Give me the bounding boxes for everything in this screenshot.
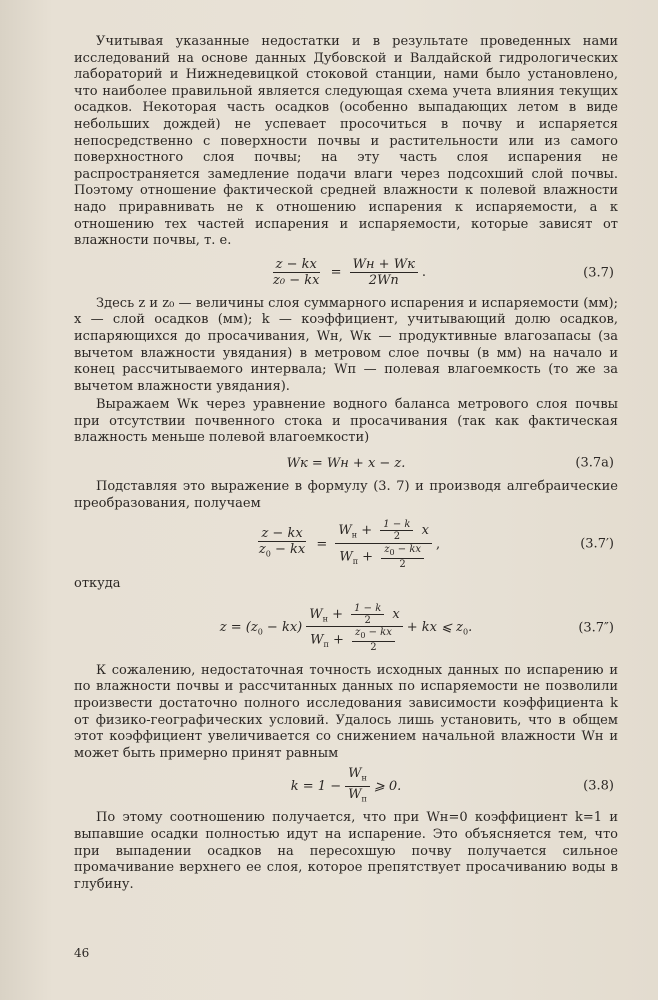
paragraph-1: Учитывая указанные недостатки и в результате проведенных нами исследований на основе данных Дубовской и Валдайской гидрологических лабораторий и Нижнедевицкой стоковой станции, нами было установлено, что наиболее правильной является следующая схема учета влияния текущих осадков. Некоторая часть осадков (особенно выпадающих летом в виде небольших дождей) не успевает просочиться в почву и испаряется непосредственно с поверхности почвы и растительности или из самого поверхностного слоя почвы; на эту часть слоя испарения не распространяется замедление подачи влаги через подсохший слой почвы. Поэтому отношение фактической средней влажности к полевой влажности надо приравнивать не к отношению испарения к испаряемости, а к отношению тех частей испарения и испаряемости, которые зависят от влажности почвы, т. е. [74,34,618,249]
formula-3-8: k = 1 − $\frac{W_н}{W_п}$ ⩾ 0. (3.8) [290,766,614,804]
formula-3-7: $\frac{z - kx}{\text{z₀ − kx}}$ = $\frac{Wн + Wк}{2Wп}$ . (3.7) [273,257,614,289]
formula-number: (3.7′) [580,536,614,552]
formula-3-7a: Wк = Wн + x − z. (3.7а) [286,455,614,471]
paragraph-6: К сожалению, недостаточная точность исходных данных по испарению и по влажности почвы и рассчитанных данных по испаряемости не позволили произвести достаточно полного исследования зависимости коэффициента k от физико-географических условий. Удалось лишь установить, что в общем этот коэффициент увеличивается со снижением начальной влажности Wн и может быть примерно принят равным [74,662,618,761]
paragraph-3: Выражаем Wк через уравнение водного баланса метрового слоя почвы при отсутствии почвенного стока и просачивания (так как фактическая влажность меньше полевой влагоемкости) [74,397,618,446]
formula-number: (3.7а) [575,455,614,471]
paragraph-2: Здесь z и z₀ — величины слоя суммарного испарения и испаряемости (мм); x — слой осадков (мм); k — коэффициент, учитывающий долю осадков, испаряющихся до просачивания, Wн, Wк — продуктивные влагозапасы (за вычетом влажности увядания) в метровом слое почвы (в мм) на начало и конец рассчитываемого интервала; Wп — полевая влагоемкость (то же за вычетом влажности увядания). [74,295,618,394]
page-number: 46 [74,946,90,960]
paragraph-7: По этому соотношению получается, что при Wн=0 коэффициент k=1 и выпавшие осадки полностью идут на испарение. Это объясняется тем, что при выпадении осадков на пересохшую почву получается сильное промачивание верхнего ее слоя, которое препятствует просачиванию воды в глубину. [74,810,618,892]
formula-number: (3.7″) [578,620,614,636]
formula-number: (3.8) [583,778,614,794]
formula-3-7-double-prime: $z = (z_0 - kx)$ $W_н$ + $\frac{1 - k}{2}$ x $W_п$ + $\frac{z_0 - kx}{2}$ + kx ⩽ $z_0$. (3.7″) [219,602,614,654]
formula-number: (3.7) [583,265,614,281]
paragraph-4: Подставляя это выражение в формулу (3. 7) и производя алгебраические преобразования, получаем [74,479,618,511]
formula-3-7-prime: $\frac{z - kx}{z_0 - kx}$ = $W_н$ + $\frac{1 - k}{2}$ x $W_п$ + $\frac{z_0 - kx}{2}$ , (3.7′) [258,518,614,570]
paragraph-5: откуда [74,576,121,592]
